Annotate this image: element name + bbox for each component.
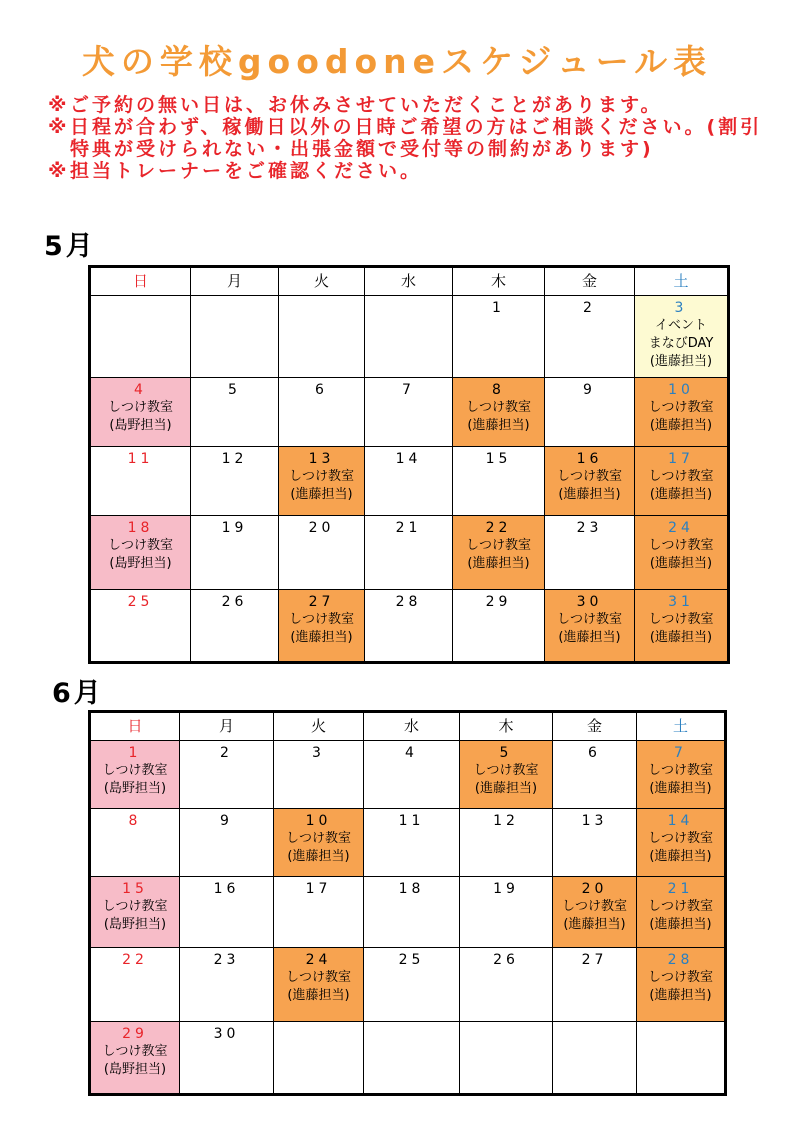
week-row xyxy=(90,809,726,877)
weekday-header: 火 xyxy=(274,712,364,741)
event-text: しつけ教室 xyxy=(107,538,173,553)
day-cell xyxy=(279,447,365,516)
weekday-header: 金 xyxy=(553,712,637,741)
day-number: 23 xyxy=(213,952,240,968)
event-text: (進藤担当) xyxy=(287,988,350,1003)
day-cell xyxy=(453,296,545,378)
day-cell xyxy=(90,877,180,948)
week-row xyxy=(90,296,729,378)
weekday-header: 日 xyxy=(90,267,191,296)
day-number: 19 xyxy=(493,881,519,897)
day-cell xyxy=(90,516,191,590)
day-number: 10 xyxy=(668,382,694,398)
weekday-header: 水 xyxy=(365,267,453,296)
day-number: 29 xyxy=(122,1026,148,1042)
day-cell xyxy=(545,378,635,447)
day-number: 11 xyxy=(127,451,154,467)
notice-text: ご予約の無い日は、お休みさせていただくことがあります。 xyxy=(70,94,663,116)
event-text: (進藤担当) xyxy=(290,487,353,502)
event-text: (進藤担当) xyxy=(290,630,353,645)
day-number: 22 xyxy=(485,520,512,536)
day-cell xyxy=(460,948,553,1022)
day-cell xyxy=(453,516,545,590)
day-number: 1 xyxy=(128,745,142,761)
day-number: 26 xyxy=(493,952,519,968)
event-text: (島野担当) xyxy=(109,556,172,571)
day-number: 4 xyxy=(134,382,147,398)
event-text: しつけ教室 xyxy=(647,899,713,914)
day-cell xyxy=(90,378,191,447)
day-number: 11 xyxy=(398,813,425,829)
day-number: 23 xyxy=(576,520,603,536)
day-cell xyxy=(460,809,553,877)
weekday-header: 月 xyxy=(180,712,274,741)
day-cell xyxy=(637,877,726,948)
event-text: (進藤担当) xyxy=(649,418,713,433)
day-cell xyxy=(365,296,453,378)
event-text: しつけ教室 xyxy=(648,538,714,553)
day-cell xyxy=(364,948,460,1022)
day-cell xyxy=(90,1022,180,1095)
event-text: しつけ教室 xyxy=(465,400,531,415)
day-cell xyxy=(364,877,460,948)
day-number: 6 xyxy=(315,382,328,398)
event-text: (進藤担当) xyxy=(287,849,350,864)
day-number: 29 xyxy=(485,594,512,610)
event-text: しつけ教室 xyxy=(648,612,714,627)
day-cell xyxy=(365,447,453,516)
event-text: (進藤担当) xyxy=(467,418,530,433)
weekday-header: 水 xyxy=(364,712,460,741)
day-cell xyxy=(90,447,191,516)
day-number: 7 xyxy=(674,745,687,761)
day-cell xyxy=(637,948,726,1022)
event-text: (島野担当) xyxy=(109,418,172,433)
event-text: (進藤担当) xyxy=(649,556,713,571)
day-number: 19 xyxy=(221,520,248,536)
day-cell xyxy=(453,590,545,663)
event-text: まなびDAY xyxy=(648,336,714,351)
event-text: イベント xyxy=(654,318,707,333)
event-text: しつけ教室 xyxy=(647,831,713,846)
day-cell xyxy=(90,809,180,877)
event-text: (進藤担当) xyxy=(649,849,712,864)
day-cell xyxy=(180,809,274,877)
day-cell xyxy=(365,378,453,447)
day-number: 30 xyxy=(213,1026,240,1042)
day-number: 2 xyxy=(583,300,596,316)
event-text: (進藤担当) xyxy=(649,487,713,502)
event-text: しつけ教室 xyxy=(648,469,714,484)
day-number: 24 xyxy=(668,520,694,536)
day-number: 8 xyxy=(492,382,505,398)
day-number: 8 xyxy=(128,813,142,829)
event-text: (進藤担当) xyxy=(649,354,713,369)
day-cell xyxy=(90,948,180,1022)
day-cell xyxy=(545,516,635,590)
day-number: 10 xyxy=(305,813,332,829)
day-number: 26 xyxy=(221,594,248,610)
day-cell xyxy=(365,590,453,663)
day-cell xyxy=(279,590,365,663)
day-number: 7 xyxy=(402,382,415,398)
event-text: しつけ教室 xyxy=(556,612,622,627)
day-number: 13 xyxy=(308,451,335,467)
event-text: しつけ教室 xyxy=(107,400,173,415)
day-cell xyxy=(364,809,460,877)
day-number: 9 xyxy=(583,382,596,398)
day-cell xyxy=(191,296,279,378)
page-title: 犬の学校goodoneスケジュール表 xyxy=(81,42,713,81)
weekday-header-row xyxy=(90,712,726,741)
event-text: しつけ教室 xyxy=(465,538,531,553)
day-number: 21 xyxy=(395,520,422,536)
day-cell xyxy=(274,1022,364,1095)
event-text: しつけ教室 xyxy=(102,763,168,778)
day-number: 27 xyxy=(308,594,335,610)
day-number: 17 xyxy=(305,881,332,897)
weekday-header-row xyxy=(90,267,729,296)
day-number: 14 xyxy=(395,451,422,467)
event-text: (進藤担当) xyxy=(467,556,530,571)
day-cell xyxy=(635,378,729,447)
day-number: 12 xyxy=(221,451,248,467)
event-text: (島野担当) xyxy=(103,781,167,796)
event-text: しつけ教室 xyxy=(285,831,351,846)
day-number: 20 xyxy=(308,520,335,536)
day-number: 9 xyxy=(220,813,233,829)
event-text: (進藤担当) xyxy=(474,781,538,796)
day-number: 25 xyxy=(398,952,425,968)
day-cell xyxy=(635,447,729,516)
day-cell xyxy=(460,741,553,809)
day-cell xyxy=(90,590,191,663)
month-heading-may: 5月 xyxy=(44,231,96,262)
day-cell xyxy=(90,296,191,378)
day-number: 16 xyxy=(576,451,603,467)
day-cell xyxy=(180,741,274,809)
notice-mark: ※ xyxy=(48,116,70,138)
day-cell xyxy=(460,877,553,948)
day-cell xyxy=(553,741,637,809)
day-number: 5 xyxy=(499,745,513,761)
day-cell xyxy=(274,809,364,877)
day-cell xyxy=(637,741,726,809)
event-text: (進藤担当) xyxy=(649,781,712,796)
day-number: 20 xyxy=(581,881,608,897)
week-row xyxy=(90,590,729,663)
day-cell xyxy=(279,296,365,378)
day-number: 5 xyxy=(228,382,241,398)
day-cell xyxy=(191,378,279,447)
day-cell xyxy=(545,447,635,516)
day-cell xyxy=(279,378,365,447)
weekday-header: 木 xyxy=(453,267,545,296)
notice-text: 日程が合わず、稼働日以外の日時ご希望の方はご相談ください。(割引特典が受けられない・出張金額で受付等の制約があります) xyxy=(70,116,763,160)
day-cell xyxy=(274,948,364,1022)
day-cell xyxy=(279,516,365,590)
day-cell xyxy=(553,877,637,948)
weekday-header: 土 xyxy=(637,712,726,741)
day-number: 3 xyxy=(674,300,688,316)
day-number: 14 xyxy=(667,813,694,829)
event-text: (進藤担当) xyxy=(558,487,621,502)
day-cell xyxy=(180,948,274,1022)
day-cell xyxy=(637,1022,726,1095)
day-number: 16 xyxy=(213,881,240,897)
event-text: しつけ教室 xyxy=(556,469,622,484)
week-row xyxy=(90,447,729,516)
calendar-june xyxy=(88,710,727,1096)
day-number: 25 xyxy=(127,594,154,610)
notice-list xyxy=(48,94,768,182)
notice-text: 担当トレーナーをご確認ください。 xyxy=(70,160,423,182)
week-row xyxy=(90,516,729,590)
week-row xyxy=(90,1022,726,1095)
event-text: (島野担当) xyxy=(103,917,167,932)
day-number: 3 xyxy=(312,745,325,761)
notice-item xyxy=(48,116,768,160)
weekday-header: 月 xyxy=(191,267,279,296)
event-text: (進藤担当) xyxy=(563,917,626,932)
day-cell xyxy=(635,590,729,663)
notice-item xyxy=(48,94,768,116)
weekday-header: 金 xyxy=(545,267,635,296)
calendar-may xyxy=(88,265,730,664)
day-number: 17 xyxy=(668,451,694,467)
event-text: (進藤担当) xyxy=(649,630,713,645)
day-cell xyxy=(180,877,274,948)
day-cell xyxy=(553,948,637,1022)
weekday-header: 日 xyxy=(90,712,180,741)
event-text: しつけ教室 xyxy=(102,1044,168,1059)
day-cell xyxy=(453,378,545,447)
day-cell xyxy=(274,877,364,948)
day-number: 18 xyxy=(398,881,425,897)
event-text: しつけ教室 xyxy=(102,899,168,914)
day-cell xyxy=(635,516,729,590)
event-text: しつけ教室 xyxy=(285,970,351,985)
event-text: しつけ教室 xyxy=(647,970,713,985)
month-heading-june: 6月 xyxy=(52,678,104,709)
event-text: (島野担当) xyxy=(103,1062,167,1077)
day-number: 2 xyxy=(220,745,233,761)
event-text: しつけ教室 xyxy=(647,763,713,778)
day-cell xyxy=(191,447,279,516)
day-cell xyxy=(90,741,180,809)
day-number: 4 xyxy=(405,745,418,761)
day-cell xyxy=(365,516,453,590)
day-number: 27 xyxy=(581,952,608,968)
day-number: 1 xyxy=(492,300,505,316)
day-cell xyxy=(453,447,545,516)
day-cell xyxy=(274,741,364,809)
day-number: 28 xyxy=(395,594,422,610)
event-text: しつけ教室 xyxy=(648,400,714,415)
event-text: (進藤担当) xyxy=(558,630,621,645)
weekday-header: 木 xyxy=(460,712,553,741)
day-cell xyxy=(364,1022,460,1095)
day-number: 24 xyxy=(305,952,332,968)
day-cell xyxy=(553,809,637,877)
notice-mark: ※ xyxy=(48,160,70,182)
day-cell xyxy=(191,516,279,590)
day-cell xyxy=(364,741,460,809)
notice-item xyxy=(48,160,768,182)
week-row xyxy=(90,741,726,809)
day-number: 21 xyxy=(667,881,694,897)
day-number: 28 xyxy=(667,952,694,968)
day-number: 15 xyxy=(122,881,148,897)
day-number: 12 xyxy=(493,813,519,829)
day-number: 6 xyxy=(588,745,601,761)
day-number: 30 xyxy=(576,594,603,610)
weekday-header: 火 xyxy=(279,267,365,296)
day-number: 31 xyxy=(668,594,694,610)
day-cell xyxy=(553,1022,637,1095)
week-row xyxy=(90,378,729,447)
day-number: 13 xyxy=(581,813,608,829)
event-text: (進藤担当) xyxy=(649,988,712,1003)
week-row xyxy=(90,877,726,948)
notice-mark: ※ xyxy=(48,94,70,116)
event-text: しつけ教室 xyxy=(473,763,539,778)
day-number: 15 xyxy=(485,451,512,467)
event-text: しつけ教室 xyxy=(288,469,354,484)
day-cell xyxy=(545,296,635,378)
day-number: 22 xyxy=(122,952,148,968)
day-cell xyxy=(635,296,729,378)
day-cell xyxy=(637,809,726,877)
day-cell xyxy=(460,1022,553,1095)
event-text: (進藤担当) xyxy=(649,917,712,932)
week-row xyxy=(90,948,726,1022)
day-cell xyxy=(180,1022,274,1095)
event-text: しつけ教室 xyxy=(561,899,627,914)
day-number: 18 xyxy=(127,520,154,536)
day-cell xyxy=(545,590,635,663)
event-text: しつけ教室 xyxy=(288,612,354,627)
weekday-header: 土 xyxy=(635,267,729,296)
day-cell xyxy=(191,590,279,663)
